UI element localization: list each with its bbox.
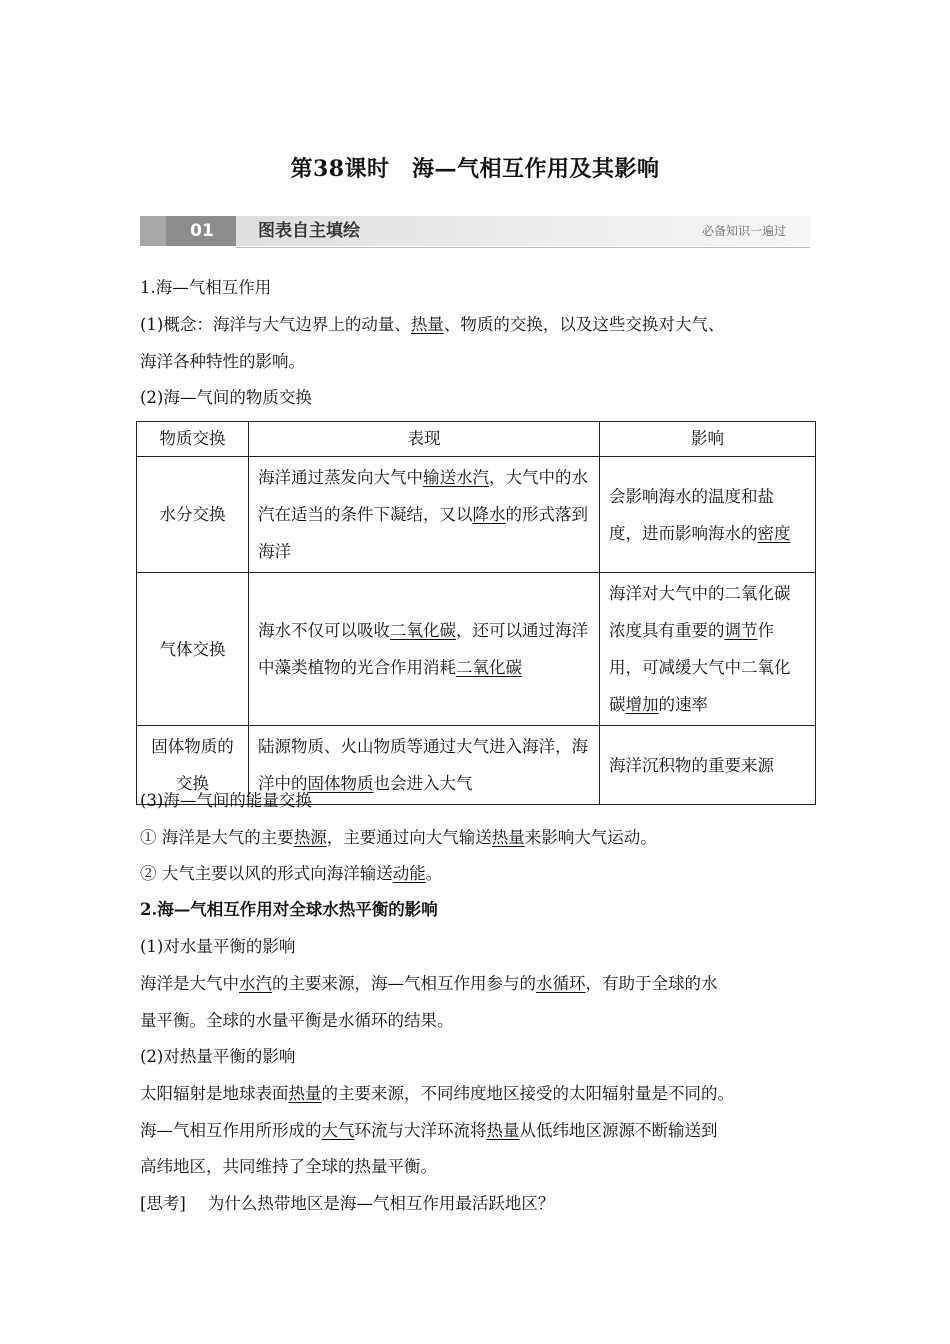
- blank-answer: 输送水汽: [423, 468, 489, 487]
- think-question: [思考] 为什么热带地区是海—气相互作用最活跃地区？: [140, 1194, 555, 1213]
- blank-answer: 热源: [293, 828, 327, 847]
- blank-answer: 增加: [625, 695, 659, 714]
- page-title: 第38课时 海—气相互作用及其影响: [290, 156, 660, 182]
- blank-answer: 热量: [486, 1121, 520, 1140]
- blank-answer: 固体物质: [307, 774, 374, 793]
- energy-heading: (3)海—气间的能量交换: [140, 791, 312, 810]
- energy-item-2: ② 大气主要以风的形式向海洋输送动能。: [140, 864, 443, 883]
- blank-answer: 二氧化碳: [456, 658, 522, 677]
- concept-line-1: (1)概念：海洋与大气边界上的动量、热量、物质的交换，以及这些交换对大气、: [140, 315, 725, 334]
- row-type: 水分交换: [137, 457, 249, 573]
- water-line-1: 海洋是大气中水汽的主要来源，海—气相互作用参与的水循环，有助于全球的水: [140, 974, 718, 993]
- blank-answer: 二氧化碳: [390, 621, 456, 640]
- table-row: [137, 457, 816, 573]
- table-header: 物质交换: [137, 422, 249, 457]
- material-exchange-table: [136, 421, 816, 805]
- row-type: 固体物质的交换: [137, 726, 249, 805]
- blank-answer: 热量: [410, 315, 444, 334]
- water-heading: (1)对水量平衡的影响: [140, 937, 296, 956]
- table-header: 影响: [600, 422, 816, 457]
- think-label: [思考]: [140, 1194, 186, 1213]
- banner-subtitle: 必备知识一遍过: [701, 224, 786, 238]
- blank-answer: 水汽: [239, 974, 272, 993]
- section-banner: [140, 216, 810, 246]
- row-performance: 海水不仅可以吸收二氧化碳，还可以通过海洋中藻类植物的光合作用消耗二氧化碳: [249, 573, 600, 726]
- blank-answer: 水循环: [536, 974, 586, 993]
- section2-heading: 2.海—气相互作用对全球水热平衡的影响: [140, 900, 438, 919]
- energy-item-1: ① 海洋是大气的主要热源，主要通过向大气输送热量来影响大气运动。: [140, 828, 657, 847]
- blank-answer: 降水: [472, 505, 506, 524]
- section1-heading: 1.海—气相互作用: [140, 278, 272, 297]
- water-line-2: 量平衡。全球的水量平衡是水循环的结果。: [140, 1011, 454, 1030]
- row-impact: 海洋沉积物的重要来源: [600, 726, 816, 805]
- blank-answer: 热量: [288, 1084, 322, 1103]
- heat-line-2: 海—气相互作用所形成的大气环流与大洋环流将热量从低纬地区源源不断输送到: [140, 1121, 718, 1140]
- blank-answer: 热量: [491, 828, 525, 847]
- blank-answer: 动能: [392, 864, 426, 883]
- heat-heading: (2)对热量平衡的影响: [140, 1047, 296, 1066]
- concept-line-2: 海洋各种特性的影响。: [140, 352, 305, 371]
- blank-answer: 大气: [321, 1121, 355, 1140]
- table-row: [137, 573, 816, 726]
- table-header-row: [137, 422, 816, 457]
- row-performance: 海洋通过蒸发向大气中输送水汽，大气中的水汽在适当的条件下凝结，又以降水的形式落到海洋: [249, 457, 600, 573]
- row-impact: 会影响海水的温度和盐度，进而影响海水的密度: [600, 457, 816, 573]
- banner-number: 01: [140, 216, 236, 246]
- blank-answer: 调节: [724, 621, 758, 640]
- row-performance: 陆源物质、火山物质等通过大气进入海洋，海洋中的固体物质也会进入大气: [249, 726, 600, 805]
- blank-answer: 密度: [757, 523, 791, 543]
- material-heading: (2)海—气间的物质交换: [140, 388, 312, 407]
- heat-line-1: 太阳辐射是地球表面热量的主要来源，不同纬度地区接受的太阳辐射量是不同的。: [140, 1084, 734, 1103]
- banner-heading: 图表自主填绘: [258, 221, 360, 241]
- row-impact: 海洋对大气中的二氧化碳浓度具有重要的调节作用，可减缓大气中二氧化碳增加的速率: [600, 573, 816, 726]
- banner-rule: [236, 247, 810, 248]
- heat-line-3: 高纬地区，共同维持了全球的热量平衡。: [140, 1157, 437, 1176]
- row-type: 气体交换: [137, 573, 249, 726]
- table-header: 表现: [249, 422, 600, 457]
